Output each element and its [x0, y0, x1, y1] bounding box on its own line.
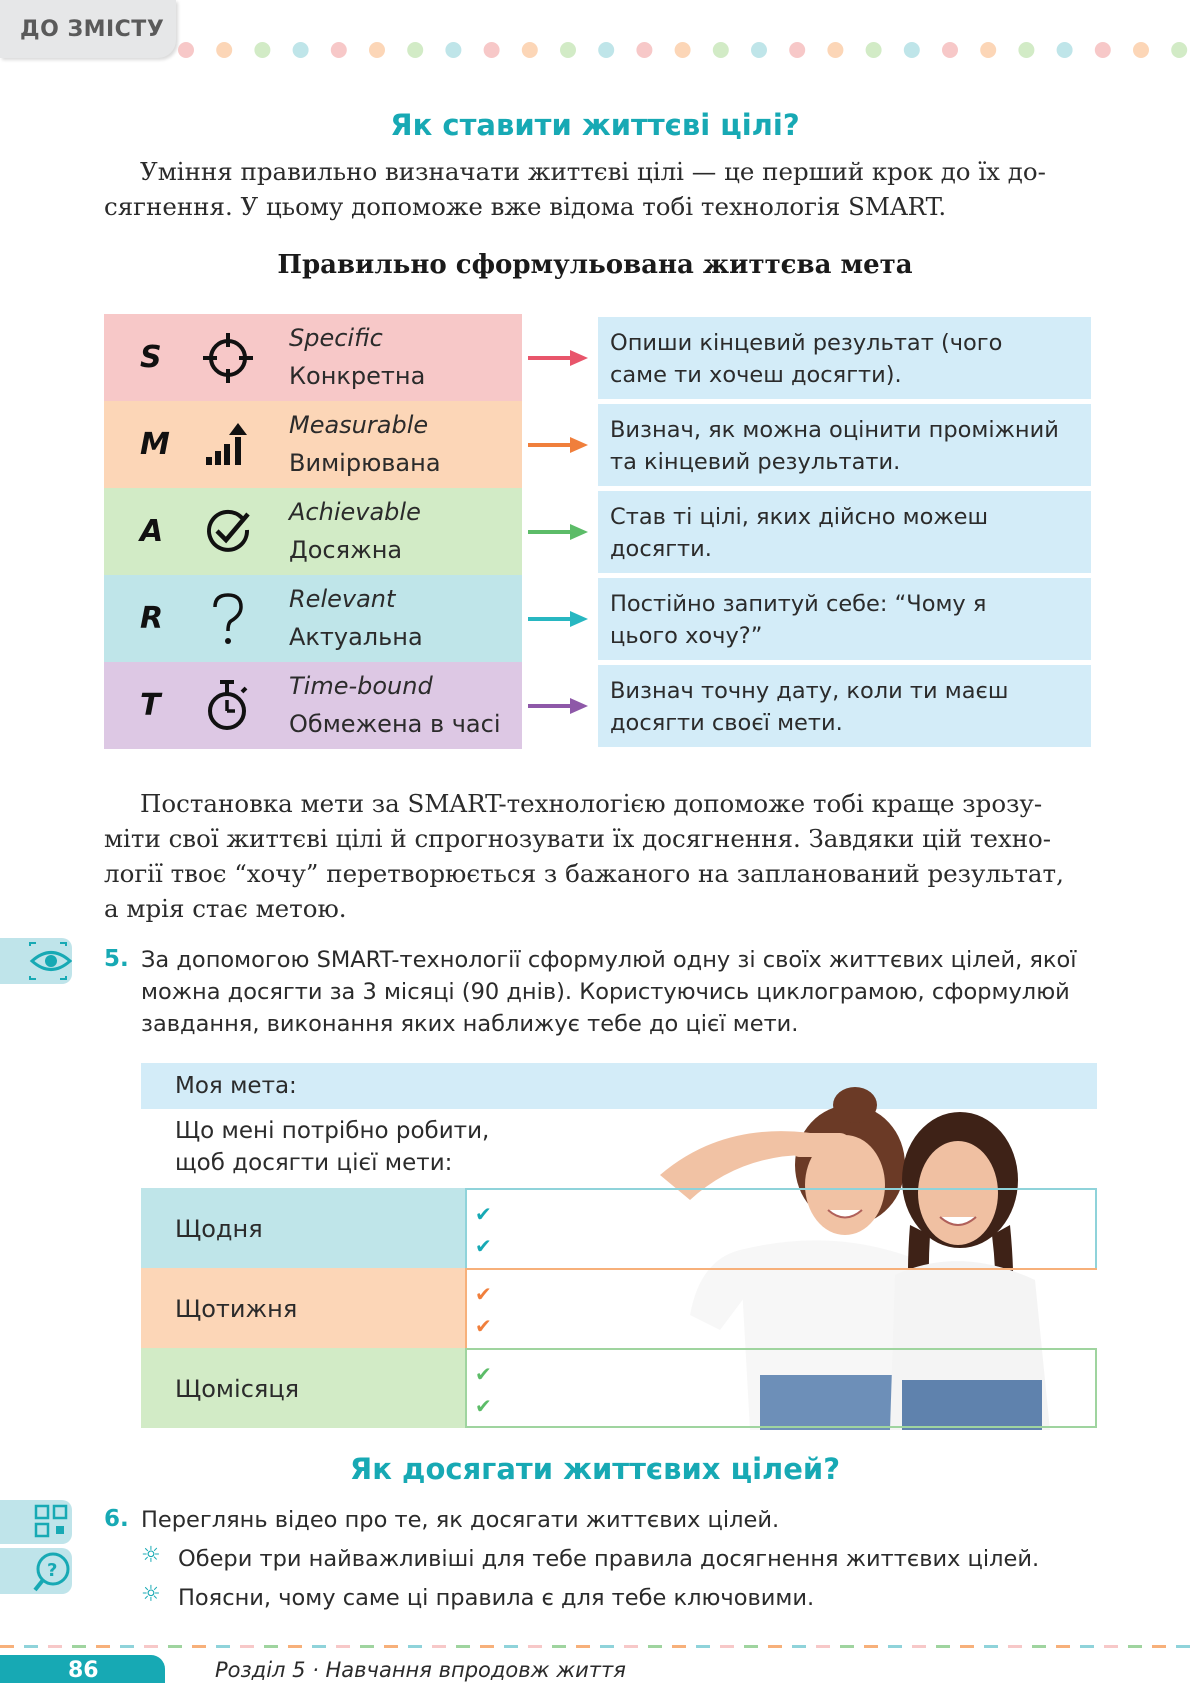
smart-description-r [598, 578, 1091, 660]
description-line-2: досягти. [610, 536, 712, 562]
toc-label[interactable]: ДО ЗМІСТУ [20, 17, 165, 42]
task-6-bullet-1: Обери три найважливіші для тебе правила досягнення життєвих цілей. [178, 1546, 1040, 1572]
task-5-line-2: можна досягти за 3 місяці (90 днів). Користуючись циклограмою, сформулюй [141, 979, 1070, 1005]
smart-row-m [104, 401, 522, 488]
question-tab[interactable] [0, 1548, 72, 1594]
stopwatch-icon [200, 678, 256, 734]
section-title-achieve-goals: Як досягати життєвих цілей? [349, 1452, 841, 1486]
smart-description-m [598, 404, 1091, 486]
bullet-sun-icon: ☼ [141, 1582, 161, 1607]
summary-line-3: логії твоє “хочу” перетворюється з бажаного на запланований результат, [104, 859, 1064, 888]
arrow-right-icon [528, 435, 590, 455]
eye-icon [0, 938, 72, 984]
summary-line-4: а мрія стає метою. [104, 894, 347, 923]
task-6-bullet-2: Поясни, чому саме ці правила є для тебе ключовими. [178, 1585, 815, 1611]
smart-english-term: Specific [289, 324, 383, 352]
arrow-right-icon [528, 609, 590, 629]
toc-tab[interactable] [0, 0, 176, 58]
footer-dashed-line [0, 1644, 1190, 1650]
smart-english-term: Time-bound [289, 672, 433, 700]
what-to-do-line-1: Що мені потрібно робити, [175, 1118, 490, 1144]
summary-line-2: міти свої життєві цілі й спрогнозувати їх досягнення. Завдяки цій техно- [104, 824, 1052, 853]
checkmark-icon: ✔ [475, 1394, 492, 1418]
task-6-number: 6. [104, 1506, 129, 1532]
smart-letter: R [140, 601, 164, 636]
smart-letter: A [140, 514, 164, 549]
description-line-2: саме ти хочеш досягти). [610, 362, 902, 388]
frequency-cell [141, 1348, 465, 1428]
task-5-line-3: завдання, виконання яких наближує тебе до цієї мети. [141, 1011, 799, 1037]
smart-row-t [104, 662, 522, 749]
description-line-1: Став ті цілі, яких дійсно можеш [610, 504, 989, 530]
frequency-cell [141, 1268, 465, 1348]
check-circle-icon [200, 504, 256, 560]
target-icon [200, 330, 256, 386]
smart-description-s [598, 317, 1091, 399]
smart-table-title: Правильно сформульована життєва мета [277, 250, 913, 280]
decorative-dots [178, 40, 1188, 60]
qr-code-icon [0, 1500, 72, 1544]
checkmark-icon: ✔ [475, 1314, 492, 1338]
intro-line-1: Уміння правильно визначати життєві цілі — це перший крок до їх до- [140, 157, 1046, 186]
qr-tab[interactable] [0, 1500, 72, 1544]
what-to-do-line-2: щоб досягти цієї мети: [175, 1150, 453, 1176]
frequency-label: Щодня [175, 1215, 263, 1243]
page-number: 86 [68, 1658, 99, 1683]
frequency-label: Щомісяця [175, 1375, 300, 1403]
smart-description-a [598, 491, 1091, 573]
chapter-title: Розділ 5 · Навчання впродовж життя [215, 1658, 626, 1682]
description-line-2: досягти своєї мети. [610, 710, 843, 736]
description-line-1: Постійно запитуй себе: “Чому я [610, 591, 987, 617]
task-6-text: Переглянь відео про те, як досягати життєвих цілей. [141, 1507, 780, 1533]
description-line-2: цього хочу?” [610, 623, 763, 649]
eye-tab[interactable] [0, 938, 72, 984]
description-line-1: Визнач, як можна оцінити проміжний [610, 417, 1059, 443]
smart-row-a [104, 488, 522, 575]
svg-text:?: ? [47, 1560, 58, 1581]
arrow-right-icon [528, 348, 590, 368]
smart-letter: S [140, 340, 162, 375]
smart-english-term: Measurable [289, 411, 429, 439]
description-line-1: Опиши кінцевий результат (чого [610, 330, 1003, 356]
task-5-line-1: За допомогою SMART-технології сформулюй одну зі своїх життєвих цілей, якої [141, 947, 1077, 973]
arrow-right-icon [528, 522, 590, 542]
smart-letter: T [140, 688, 161, 723]
frequency-label: Щотижня [175, 1295, 298, 1323]
smart-ukrainian-term: Досяжна [289, 536, 403, 564]
checkmark-icon: ✔ [475, 1362, 492, 1386]
smart-ukrainian-term: Актуальна [289, 623, 423, 651]
intro-line-2: сягнення. У цьому допоможе вже відома тобі технологія SMART. [104, 192, 947, 221]
bar-chart-arrow-icon [200, 417, 256, 473]
smart-english-term: Achievable [289, 498, 421, 526]
description-line-2: та кінцевий результати. [610, 449, 901, 475]
question-icon [200, 591, 256, 647]
task-lines[interactable] [465, 1188, 1097, 1268]
smart-letter: M [140, 427, 170, 462]
frequency-cell [141, 1188, 465, 1268]
task-5-number: 5. [104, 946, 129, 972]
page-number-box [0, 1655, 165, 1683]
smart-ukrainian-term: Конкретна [289, 362, 426, 390]
magnifier-question-icon [0, 1548, 72, 1594]
checkmark-icon: ✔ [475, 1282, 492, 1306]
summary-line-1: Постановка мети за SMART-технологією допоможе тобі краще зрозу- [140, 789, 1043, 818]
arrow-right-icon [528, 696, 590, 716]
checkmark-icon: ✔ [475, 1202, 492, 1226]
section-title-set-goals: Як ставити життєві цілі? [390, 108, 800, 142]
smart-description-t [598, 665, 1091, 747]
smart-english-term: Relevant [289, 585, 396, 613]
checkmark-icon: ✔ [475, 1234, 492, 1258]
my-goal-label: Моя мета: [175, 1073, 297, 1099]
smart-ukrainian-term: Вимірювана [289, 449, 441, 477]
smart-row-r [104, 575, 522, 662]
description-line-1: Визнач точну дату, коли ти маєш [610, 678, 1009, 704]
smart-ukrainian-term: Обмежена в часі [289, 710, 501, 738]
smart-row-s [104, 314, 522, 401]
task-lines[interactable] [465, 1348, 1097, 1428]
bullet-sun-icon: ☼ [141, 1543, 161, 1568]
task-lines[interactable] [465, 1268, 1097, 1348]
